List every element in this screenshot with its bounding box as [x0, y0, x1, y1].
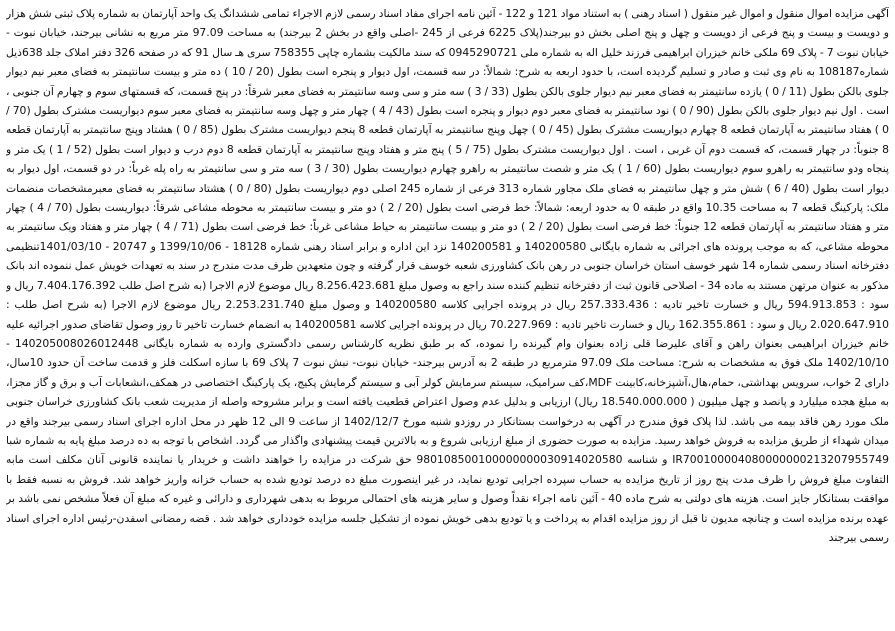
auction-notice-text: آگهی مزایده اموال منقول و اموال غیر منقول ( اسناد رهنی ) به استناد مواد 121 و 122 - آئین نامه اجرای مفاد اسناد رسمی لازم الاجراء تمامی ششدانگ یک واحد آپارتمان به شماره پلاک ثبتی شش هزار و دویست و بیست و پنج فرعی از دویست و چهل و پنج اصلی بخش دو بیرجند(پلاک 6225 فرعی از 245 -اصلی واقع در بخش 2 بیرجند) به مساحت 97.09 متر مربع به نشانی بیرجند، خیابان نبوت - خیابان نبوت 7 - پلاک 69 ملکی خانم خیزران ابراهیمی فرزند خلیل اله به شماره ملی 0945290721 که سند مالکیت بشماره چاپی 758355 سری هـ سال 91 که در صفحه 326 دفتر املاک جلد 638ذیل شماره108187 به نام وی ثبت و صادر و تسلیم گردیده است، با حدود اربعه به شرح: شمالاً: در سه قسمت، اول دیوار و پنجره است بطول (20 / 10 ) ده متر و بیست سانتیمتر به فضای معبر نیم دیوار جلوی بالکن بطول (11 / 0 ) یازده سانتیمتر به فضای معبر نیم دیوار جلوی بالکن بطول (33 / 3 ) سه متر و سی وسه سانتیمتر به فضای معبر شرقاً: در پنج قسمت، که قسمتهای سوم و چهارم آن جنوبی ، است . اول نیم دیوار جلوی بالکن بطول (90 / 0 ) نود سانتیمتر به فضای معبر دوم دیوار و پنجره است بطول (43 / 4 ) چهار متر و چهل وسه سانتیمتر به فضای معبر سوم دیواریست مشترک بطول (70 / 0 ) هفتاد سانتیمتر به آپارتمان قطعه 8 چهارم دیواریست مشترک بطول (45 / 0 ) چهل وپنج سانتیمتر به آپارتمان قطعه 8 پنجم دیواریست مشترک بطول (85 / 0 ) هشتاد وپنج سانتیمتر به آپارتمان قطعه 8 جنوباً: در چهار قسمت، که قسمت دوم آن غربی ، است . اول دیواریست مشترک بطول (75 / 5 ) پنج متر و هفتاد وپنج سانتیمتر به آپارتمان قطعه 8 دوم درب و دیوار است بطول (52 / 1 ) یک متر و پنجاه ودو سانتیمتر به راهرو سوم دیواریست بطول (60 / 1 ) یک متر و شصت سانتیمتر به راهرو چهارم دیواریست بطول (30 / 3 ) سه متر و سی سانتیمتر به راه پله غرباً: در دو قسمت، اول دیوار به دیوار است بطول (40 / 6 ) شش متر و چهل سانتیمتر به فضای ملک مجاور شماره 313 فرعی از شماره 245 اصلی دوم دیواریست بطول (80 / 0 ) هشتاد سانتیمتر به فضای معبرمشخصات منضمات ملک: پارکینگ قطعه 7 به مساحت 10.35 واقع در طبقه 0 به حدود اربعه: شمالاً: خط فرضی است بطول (20 / 2 ) دو متر و بیست سانتیمتر به محوطه مشاعی شرقاً: دیواریست بطول (70 / 4 ) چهار متر و هفتاد سانتیمتر به آپارتمان قطعه 12 جنوباً: خط فرضی است بطول (20 / 2 ) دو متر و بیست سانتیمتر به حیاط مشاعی غرباً: خط فرضی است بطول (71 / 4 ) چهار متر و هفتاد ویک سانتیمتر به محوطه مشاعی، که به موجب پرونده های اجرائی به شماره بایگانی 140200580 و 140200581 نزد این اداره و برابر اسناد رهنی شماره 18128 - 1399/10/06 و 20747 - 1401/03/10تنظیمی دفترخانه اسناد رسمی شماره 14 شهر خوسف استان خراسان جنوبی در رهن بانک کشاورزی شعبه خوسف قرار گرفته و چون متعهدین ظرف مدت مندرج در سند به تعهدات خویش عمل ننموده اند بانک مذکور به عنوان مرتهن مستند به ماده 34 - اصلاحی قانون ثبت از دفترخانه تنظیم کننده سند راجع به وصول مبلغ 8.256.423.681 ریال موضوع لازم الاجرا (به شرح اصل طلب 7.404.176.392 ریال و سود : 594.913.853 ریال و خسارت تاخیر تادیه : 257.333.436 ریال در پرونده اجرایی کلاسه 140200580 و وصول مبلغ 2.253.231.740 ریال موضوع لازم الاجرا (به شرح اصل طلب : 2.020.647.910 ریال و سود : 162.355.861 ریال و خسارت تاخیر تادیه : 70.227.969 ریال در پرونده اجرایی کلاسه 140200581 به انضمام خسارت تاخیر تا روز وصول تقاضای صدور اجرائیه علیه خانم خیزران ابراهیمی بعنوان راهن و آقای علیرضا قلی زاده بعنوان وام گیرنده را نموده، که بر طبق نظریه کارشناس رسمی دادگستری وارده به شماره بایگانی 140205008026012448 - 1402/10/10 ملک فوق به مشخصات به شرح: مساحت ملک 97.09 مترمربع در طبقه 2 به آدرس بیرجند- خیابان نبوت- نبش نبوت 7 پلاک 69 با سازه اسکلت فلز و قدمت ساخت آن حدود 10سال، دارای 2 خواب، سرویس بهداشتی، حمام،هال،آشپزخانه،کابینت MDF،کف سرامیک، سیستم سرمایش کولر آبی و سیستم گرمایش پکیج، یک پارکینگ اختصاصی در همکف،انشعابات آب و برق و گاز مجزا، به مبلغ هجده میلیارد و پانصد و چهل میلیون ( 18.540.000.000 ریال) ارزیابی و بدلیل عدم وصول اعتراض قطعیت یافته است و برابر مشروحه واصله از مدیریت شعب بانک کشاورزی خراسان جنوبی ملک مورد رهن فاقد بیمه می باشد. لذا پلاک فوق مندرج در آگهی به درخواست بستانکار در روزدو شنبه مورخ 1402/12/7 از ساعت 9 الی 12 ظهر در محل اداره اجرای اسناد رسمی بیرجند واقع در میدان شهداء از طریق مزایده به فروش خواهد رسید. مزایده به صورت حضوری از مبلغ ارزیابی شروع و به بالاترین قیمت پیشنهادی واگذار می گردد. اشخاص با توجه به ده درصد مبلغ پایه به شماره شبا IR700100004080000000213207955749 و شناسه 980108500100000000030914020580 حق شرکت در مزایده را خواهند داشت و خریدار یا نماینده قانونی آنان مکلف است مابه التفاوت مبلغ فروش را ظرف مدت پنج روز از تاریخ مزایده به حساب سپرده اجرایی تودیع نماید، در غیر اینصورت مبلغ ده درصد تودیع شده به حساب خزانه واریز خواهد شد. فروش به نسبه فقط با موافقت بستانکار جایز است. هزینه های دولتی به شرح ماده 40 - آئین نامه اجراء نقداً وصول و سایر هزینه های احتمالی مربوط به بدهی شهرداری و دارائی و غیره که مبلغ آن فعلاً مشخص نمی باشد بر عهده برنده مزایده است و چنانچه مدیون تا قبل از روز مزایده اقدام به پرداخت و یا تودیع بدهی خویش نموده از تشکیل جلسه مزایده خودداری خواهد شد . قضه رمضانی اسفدن-رئیس اداره اجرای اسناد رسمی بیرجند — [6, 7, 889, 544]
